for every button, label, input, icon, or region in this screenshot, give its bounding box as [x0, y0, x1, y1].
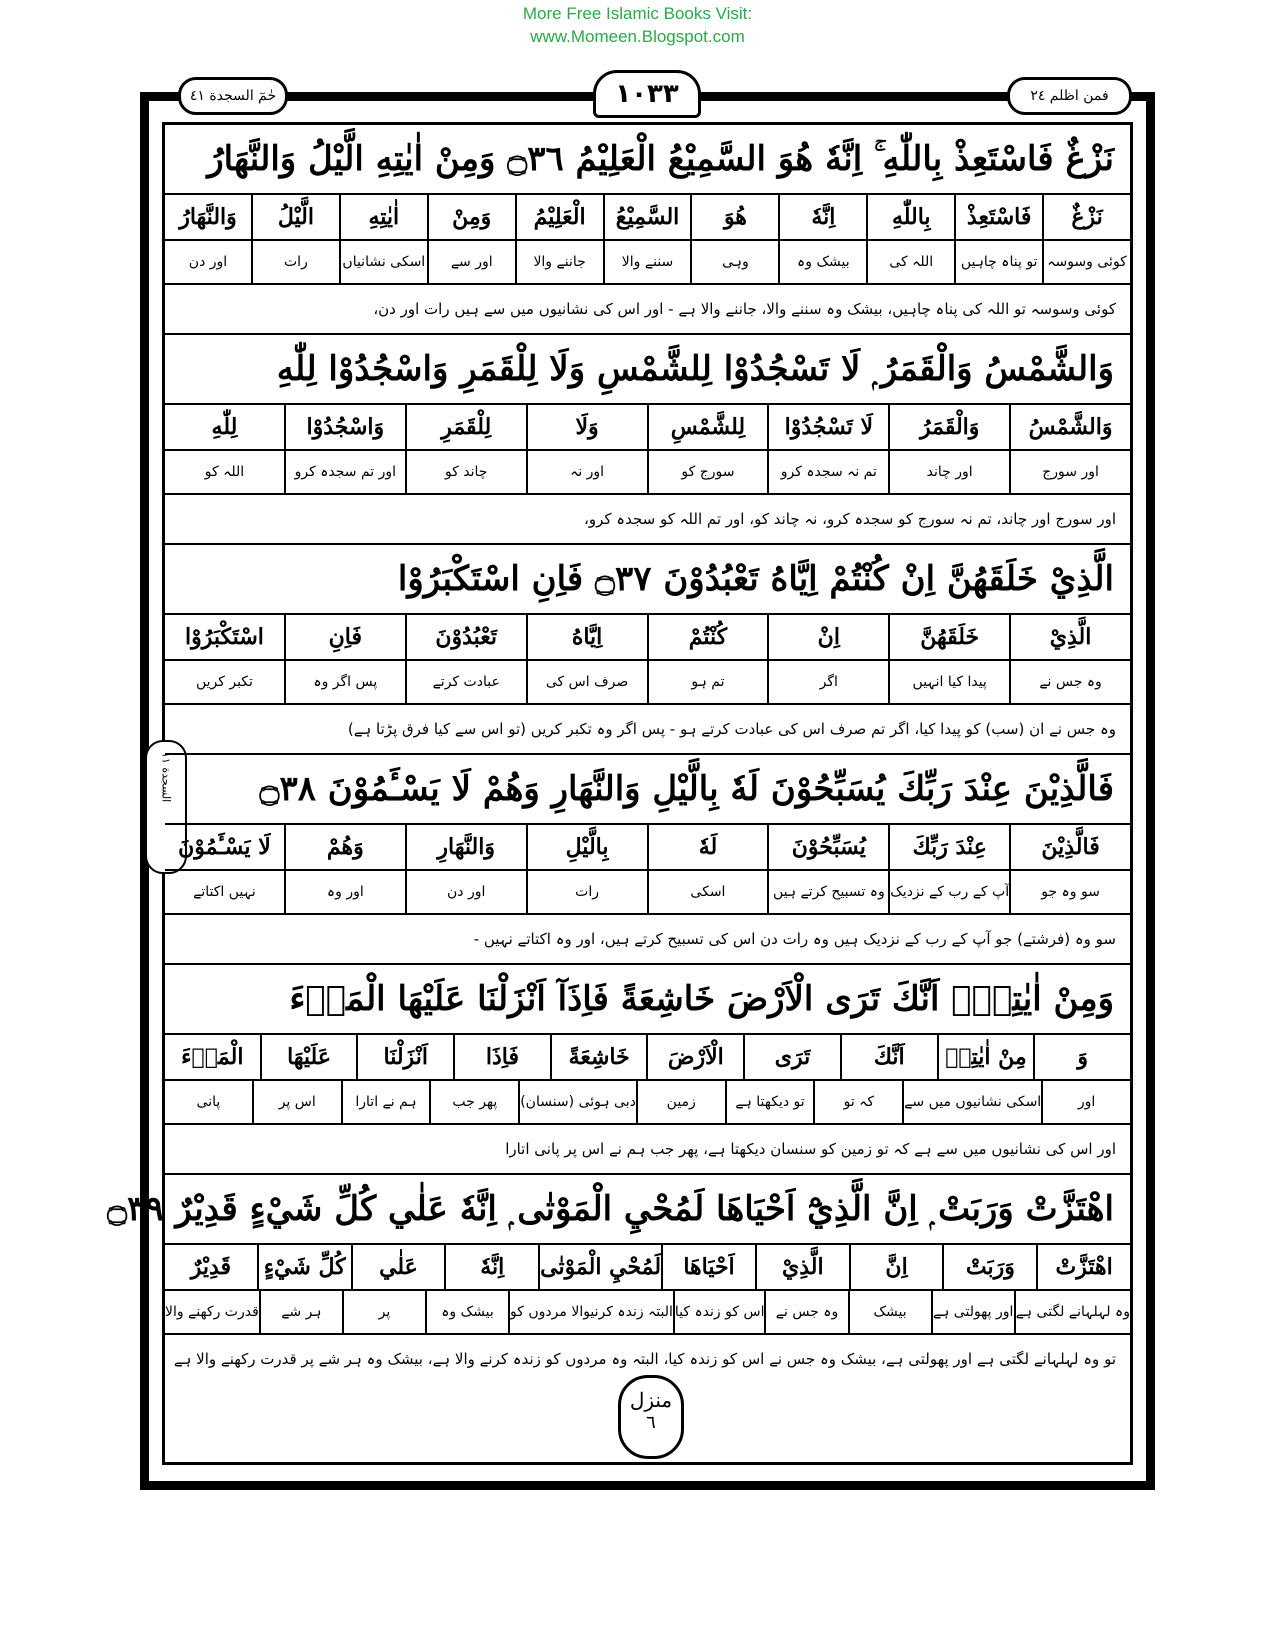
- promo-link-line-1[interactable]: More Free Islamic Books Visit:: [522, 4, 753, 23]
- word-cell: الَّيْلُ: [251, 195, 339, 239]
- meaning-cell: تم نہ سجدہ کرو: [767, 451, 888, 493]
- meaning-cell: تو دیکھتا ہے: [725, 1081, 814, 1123]
- word-cell: وَالنَّهَارِ: [405, 825, 526, 869]
- word-cell: فَالَّذِيْنَ: [1009, 825, 1130, 869]
- translation-line: وہ جس نے ان (سب) کو پیدا کیا، اگر تم صرف اس کی عبادت کرتے ہو - پس اگر وہ تکبر کریں (تو اس سے کیا فرق پڑتا ہے): [347, 720, 1116, 738]
- meaning-cell: اور دن: [405, 871, 526, 913]
- meaning-cell: صرف اس کی: [526, 661, 647, 703]
- meaning-cell: اسکی نشانیاں: [339, 241, 427, 283]
- word-cell: كُنْتُمْ: [647, 615, 768, 659]
- ayah-text: الَّذِيْ خَلَقَهُنَّ اِنْ كُنْتُمْ اِيَّاهُ تَعْبُدُوْنَ ۝٣٧ فَاِنِ اسْتَكْبَرُوْا: [165, 545, 1130, 615]
- page-content: [107, 125, 1130, 1383]
- word-row: [165, 825, 1130, 871]
- meaning-cell: سورج کو: [647, 451, 768, 493]
- word-cell: وَ: [1033, 1035, 1130, 1079]
- meaning-cell: اور تم سجدہ کرو: [284, 451, 405, 493]
- meaning-cell: کوئی وسوسہ: [1042, 241, 1130, 283]
- meaning-cell: بیشک وہ: [778, 241, 866, 283]
- meaning-cell: تکبر کریں: [195, 674, 253, 690]
- meaning-cell: قدرت رکھنے والا: [164, 1304, 259, 1320]
- promo-link-line-2[interactable]: www.Momeen.Blogspot.com: [530, 27, 745, 46]
- word-cell: لِلشَّمْسِ: [647, 405, 768, 449]
- word-cell: قَدِيْرٌ: [190, 1254, 232, 1280]
- word-cell: فَاِنِ: [284, 615, 405, 659]
- word-cell: الَّذِيْ: [1009, 615, 1130, 659]
- meaning-cell: پر: [342, 1291, 425, 1333]
- meaning-cell: البتہ زندہ کرنیوالا مردوں کو: [508, 1291, 673, 1333]
- meaning-cell: اور سورج: [1009, 451, 1130, 493]
- meaning-row: [165, 1081, 1130, 1125]
- word-cell: اِنَّهٗ: [778, 195, 866, 239]
- page-number: ١٠٣٣: [593, 70, 701, 118]
- word-cell: وَهُمْ: [284, 825, 405, 869]
- ayah-section: [165, 545, 1130, 755]
- ayah-section: [165, 335, 1130, 545]
- meaning-cell: اسکی: [647, 871, 768, 913]
- meaning-cell: نہیں اکتاتے: [193, 884, 256, 900]
- ayah-text: وَالشَّمْسُ وَالْقَمَرُ ۭ لَا تَسْجُدُوْا لِلشَّمْسِ وَلَا لِلْقَمَرِ وَاسْجُدُوْا لِلّٰهِ: [165, 335, 1130, 405]
- ayah-text: فَالَّذِيْنَ عِنْدَ رَبِّكَ يُسَبِّحُوْنَ لَهٗ بِالَّيْلِ وَالنَّهَارِ وَهُمْ لَا يَسْـَٔمُوْنَ ۝٣٨: [165, 755, 1130, 825]
- word-row: [165, 405, 1130, 451]
- word-cell: السَّمِيْعُ: [603, 195, 691, 239]
- word-cell: عِنْدَ رَبِّكَ: [888, 825, 1009, 869]
- word-cell: يُسَبِّحُوْنَ: [767, 825, 888, 869]
- meaning-cell: وہ لہلہانے لگتی ہے: [1014, 1291, 1130, 1333]
- word-cell: لَا تَسْجُدُوْا: [767, 405, 888, 449]
- meaning-cell: وہ جس نے: [764, 1291, 847, 1333]
- meaning-cell: اور نہ: [526, 451, 647, 493]
- word-cell: تَرَى: [743, 1035, 840, 1079]
- meaning-cell: وہ جس نے: [1009, 661, 1130, 703]
- word-cell: وَمِنْ: [427, 195, 515, 239]
- word-cell: كُلِّ شَيْءٍ: [257, 1245, 351, 1289]
- meaning-cell: دبی ہوئی (سنسان): [518, 1081, 636, 1123]
- word-cell: الْعَلِيْمُ: [515, 195, 603, 239]
- word-cell: تَعْبُدُوْنَ: [405, 615, 526, 659]
- ayah-text: اهْتَزَّتْ وَرَبَتْ ۭ اِنَّ الَّذِيْٓ اَحْيَاهَا لَمُحْيِ الْمَوْتٰى ۭ اِنَّهٗ عَلٰي كُلِّ شَيْءٍ قَدِيْرٌ ۝٣٩: [165, 1175, 1130, 1245]
- meaning-cell: وہی: [690, 241, 778, 283]
- meaning-cell: اور: [1041, 1081, 1130, 1123]
- meaning-cell: تم ہو: [647, 661, 768, 703]
- word-cell: اهْتَزَّتْ: [1036, 1245, 1130, 1289]
- word-cell: اِنْ: [767, 615, 888, 659]
- meaning-cell: ہم نے اتارا: [341, 1081, 430, 1123]
- word-cell: لَهٗ: [647, 825, 768, 869]
- meaning-cell: اور پھولتی ہے: [931, 1291, 1014, 1333]
- word-cell: نَزْغٌ: [1042, 195, 1130, 239]
- word-cell: لِلّٰهِ: [211, 414, 238, 440]
- translation-line: سو وہ (فرشتے) جو آپ کے رب کے نزدیک ہیں وہ رات دن اس کی تسبیح کرتے ہیں، اور وہ اکتاتے نہیں -: [473, 930, 1116, 948]
- surah-badge: حٰمٓ السجدة ٤١: [178, 77, 288, 115]
- word-cell: فَاسْتَعِذْ: [954, 195, 1042, 239]
- meaning-cell: پانی: [196, 1094, 221, 1110]
- translation-line: اور سورج اور چاند، تم نہ سورج کو سجدہ کرو، نہ چاند کو، اور تم اللہ کو سجدہ کرو،: [584, 510, 1116, 528]
- ayah-text: وَمِنْ اٰيٰتِهٖٓ اَنَّكَ تَرَى الْاَرْضَ خَاشِعَةً فَاِذَآ اَنْزَلْنَا عَلَيْهَا الْمَاۗءَ: [165, 965, 1130, 1035]
- meaning-cell: پس اگر وہ: [284, 661, 405, 703]
- word-cell: وَرَبَتْ: [942, 1245, 1036, 1289]
- meaning-cell: اسکی نشانیوں میں سے: [902, 1081, 1041, 1123]
- meaning-cell: اور دن: [188, 254, 228, 270]
- word-cell: عَلَيْهَا: [260, 1035, 357, 1079]
- manzil-number: ٦: [646, 1412, 656, 1433]
- meaning-cell: سو وہ جو: [1009, 871, 1130, 913]
- translation-line: کوئی وسوسہ تو اللہ کی پناہ چاہیں، بیشک وہ سننے والا، جاننے والا ہے - اور اس کی نشانیوں میں سے ہیں رات اور دن،: [373, 300, 1116, 318]
- meaning-row: [165, 661, 1130, 705]
- word-cell: اِنَّهٗ: [444, 1245, 538, 1289]
- meaning-cell: چاند کو: [405, 451, 526, 493]
- word-cell: وَالنَّهَارُ: [179, 204, 237, 230]
- meaning-cell: پھر جب: [429, 1081, 518, 1123]
- word-cell: لَا يَسْـَٔمُوْنَ: [178, 834, 271, 860]
- word-cell: اِيَّاهُ: [526, 615, 647, 659]
- word-cell: وَاسْجُدُوْا: [284, 405, 405, 449]
- word-cell: اِنَّ: [849, 1245, 943, 1289]
- manzil-label: منزل: [629, 1388, 673, 1412]
- word-cell: الْمَاۗءَ: [181, 1044, 244, 1070]
- meaning-cell: بیشک وہ: [425, 1291, 508, 1333]
- word-cell: اسْتَكْبَرُوْا: [185, 624, 264, 650]
- word-cell: اَنَّكَ: [840, 1035, 937, 1079]
- meaning-cell: اللہ کو: [204, 464, 245, 480]
- word-cell: بِالَّيْلِ: [526, 825, 647, 869]
- meaning-cell: اور وہ: [284, 871, 405, 913]
- meaning-cell: ہر شے: [259, 1291, 342, 1333]
- sajda-marker-text: السجدة ١١: [159, 752, 173, 803]
- meaning-cell: زمین: [636, 1081, 725, 1123]
- juz-badge: فمن اظلم ٢٤: [1007, 77, 1132, 115]
- translation-line: اور اس کی نشانیوں میں سے ہے کہ تو زمین کو سنسان دیکھتا ہے، پھر جب ہم نے اس پر پانی اتارا: [505, 1140, 1116, 1158]
- meaning-cell: اگر: [767, 661, 888, 703]
- word-cell: خَلَقَهُنَّ: [888, 615, 1009, 659]
- meaning-row: [165, 1291, 1130, 1335]
- ayah-text: نَزْغٌ فَاسْتَعِذْ بِاللّٰهِ ۚ اِنَّهٗ هُوَ السَّمِيْعُ الْعَلِيْمُ ۝٣٦ وَمِنْ اٰيٰتِهِ الَّيْلُ وَالنَّهَارُ: [165, 125, 1130, 195]
- meaning-cell: اس کو زندہ کیا: [673, 1291, 765, 1333]
- meaning-cell: آپ کے رب کے نزدیک: [888, 871, 1009, 913]
- word-cell: عَلٰي: [351, 1245, 445, 1289]
- word-cell: فَاِذَا: [453, 1035, 550, 1079]
- word-cell: الَّذِيْ: [755, 1245, 849, 1289]
- ayah-section: [165, 125, 1130, 335]
- meaning-cell: عبادت کرتے: [405, 661, 526, 703]
- manzil-marker: [618, 1375, 684, 1459]
- word-cell: وَلَا: [526, 405, 647, 449]
- meaning-row: [165, 241, 1130, 285]
- ayah-section: [165, 965, 1130, 1175]
- word-row: [165, 1245, 1130, 1291]
- word-cell: الْاَرْضَ: [646, 1035, 743, 1079]
- word-row: [165, 615, 1130, 661]
- meaning-cell: سننے والا: [603, 241, 691, 283]
- word-cell: مِنْ اٰيٰتِهٖ: [937, 1035, 1034, 1079]
- meaning-row: [165, 871, 1130, 915]
- meaning-cell: رات: [251, 241, 339, 283]
- meaning-cell: اور چاند: [888, 451, 1009, 493]
- meaning-cell: اللہ کی: [866, 241, 954, 283]
- meaning-cell: جاننے والا: [515, 241, 603, 283]
- ayah-section: [165, 755, 1130, 965]
- translation-line: تو وہ لہلہانے لگتی ہے اور پھولتی ہے، بیشک وہ جس نے اس کو زندہ کیا، البتہ وہ مردوں کو زندہ کرنے والا ہے، بیشک وہ ہر شے پر قدرت رکھنے والا ہے: [173, 1350, 1116, 1368]
- word-cell: اَحْيَاهَا: [661, 1245, 755, 1289]
- meaning-cell: تو پناہ چاہیں: [954, 241, 1042, 283]
- word-cell: اَنْزَلْنَا: [356, 1035, 453, 1079]
- meaning-cell: پیدا کیا انہیں: [888, 661, 1009, 703]
- word-row: [165, 1035, 1130, 1081]
- meaning-cell: اس پر: [252, 1081, 341, 1123]
- word-cell: اٰيٰتِهِ: [339, 195, 427, 239]
- meaning-row: [165, 451, 1130, 495]
- word-cell: بِاللّٰهِ: [866, 195, 954, 239]
- word-cell: هُوَ: [690, 195, 778, 239]
- word-cell: وَالْقَمَرُ: [888, 405, 1009, 449]
- meaning-cell: کہ تو: [813, 1081, 902, 1123]
- meaning-cell: اور سے: [427, 241, 515, 283]
- word-cell: خَاشِعَةً: [550, 1035, 647, 1079]
- ayah-section: [107, 1175, 1130, 1383]
- meaning-cell: بیشک: [848, 1291, 931, 1333]
- meaning-cell: وہ تسبیح کرتے ہیں: [767, 871, 888, 913]
- word-cell: لَمُحْيِ الْمَوْتٰى: [538, 1245, 661, 1289]
- word-cell: وَالشَّمْسُ: [1009, 405, 1130, 449]
- word-cell: لِلْقَمَرِ: [405, 405, 526, 449]
- meaning-cell: رات: [526, 871, 647, 913]
- word-row: [165, 195, 1130, 241]
